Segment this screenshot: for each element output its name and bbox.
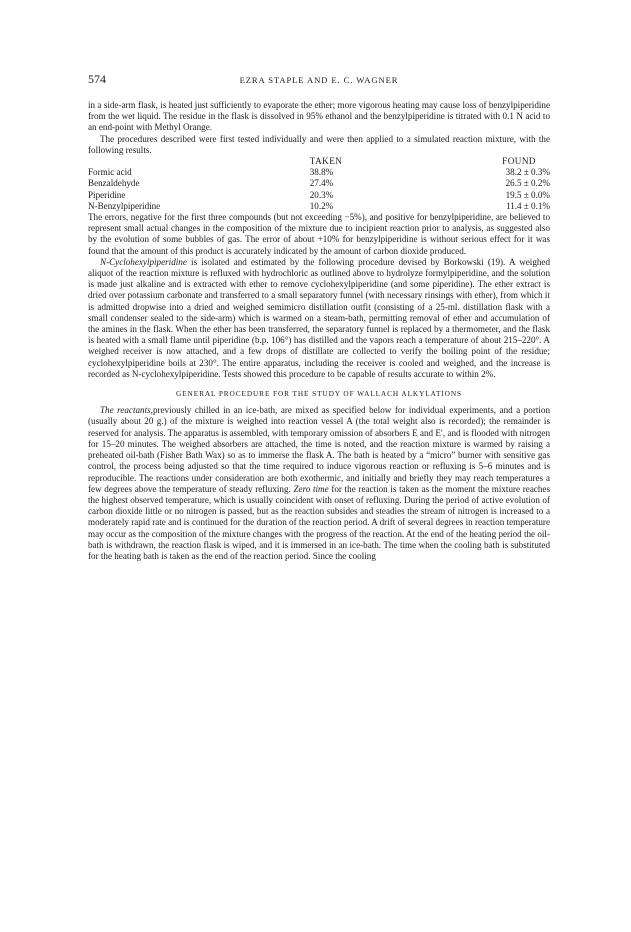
table-row (88, 167, 550, 178)
paragraph-lead-italic: The reactants, (100, 405, 153, 416)
table-row (88, 190, 550, 201)
paragraph-procedures-tested: The procedures described were first tested individually and were then applied to a simulated reaction mixture, with the following results. (88, 133, 550, 155)
results-table (88, 156, 550, 212)
compound-name: Formic acid (88, 167, 132, 178)
paragraph-reactants (88, 405, 550, 562)
compound-name: N-Benzylpiperidine (88, 200, 161, 211)
table-row (88, 178, 550, 189)
found-value: 19.5 ± 0.0% (505, 189, 550, 200)
paragraph-errors: The errors, negative for the first three compounds (but not exceeding −5%), and positive for benzylpiperidine, are believed to represent small actual changes in the composition of the mixture due to incipient reaction prior to analysis, as suggested also by the evolution of some bubbles of gas. The error of about +10% for benzylpiperidine is without serious effect for it was found that the amount of this product is accurately indicated by the amount of carbon dioxide produced. (88, 212, 550, 256)
paragraph-body: previously chilled in an ice-bath, are mixed as specified below for individual experiments, and a portion (usually about 20 g.) of the mixture is weighed into reaction vessel A (the total weight also is recorded); the remainder is reserved for analysis. The apparatus is assembled, with temporary omission of absorbers E and E′, and is flooded with nitrogen for 15–20 minutes. The weighed absorbers are attached, the time is noted, and the reaction mixture is warmed by raising a preheated oil-bath (Fisher Bath Wax) so as to immerse the flask A. The bath is heated by a “micro” burner with sensitive gas control, the process being adjusted so that the time required to induce vigorous reaction or refluxing is 5–6 minutes and is reproducible. The reactions under consideration are both exothermic, and initially and briefly they may reach temperatures a few degrees above the temperature of steady refluxing. (88, 405, 550, 494)
taken-value: 20.3% (309, 189, 334, 200)
found-value: 38.2 ± 0.3% (505, 167, 550, 178)
table-row (88, 201, 550, 212)
taken-value: 10.2% (309, 200, 334, 211)
paragraph-ether-evaporation: in a side-arm flask, is heated just sufficiently to evaporate the ether; more vigorous heating may cause loss of benzylpiperidine from the wet liquid. The residue in the flask is dissolved in 95% ethanol and the benzylpiperidine is titrated with 0.1 N acid to an end-point with Methyl Orange. (88, 100, 550, 133)
paragraph-body: is isolated and estimated by the following procedure devised by Borkowski (19). A weighed aliquot of the reaction mixture is refluxed with hydrochloric as outlined above to hydrolyze formylpiperidine, and the solution is made just alkaline and is extracted with ether to remove cyclohexylpiperidine (and some piperidine). The ether extract is dried over potassium carbonate and transferred to a small separatory funnel (with necessary rinsings with ether), from which it is admitted dropwise into a dried and weighed semimicro distillation outfit (consisting of a 25-ml. distillation flask with a small condenser sealed to the side-arm) which is warmed on a steam-bath, permitting removal of ether and accumulation of the amines in the flask. When the ether has been transferred, the separatory funnel is replaced by a thermometer, and the flask is heated with a small flame until piperidine (b.p. 106°) has distilled and the vapors reach a temperature of about 215–220°. A weighed receiver is now attached, and a few drops of distillate are collected to verify the boiling point of the residue; cyclohexylpiperidine boils at 230°. The entire apparatus, including the receiver is cooled and weighed, and the increase is recorded as N-cyclohexylpiperidine. Tests showed this procedure to be capable of results accurate to within 2%. (88, 256, 550, 379)
zero-time-italic: Zero time (293, 483, 329, 494)
compound-name: Piperidine (88, 189, 126, 200)
header-taken: TAKEN (309, 156, 343, 167)
compound-name: Benzaldehyde (88, 178, 140, 189)
taken-value: 38.8% (309, 167, 334, 178)
paragraph-body-continued: for the reaction is taken as the moment the mixture reaches the highest observed temperature, which is usually coincident with onset of refluxing. During the period of active evolution of carbon dioxide little or no nitrogen is passed, but as the reaction subsides and steadies the stream of nitrogen is increased to a moderately rapid rate and is continued for the duration of the reaction period. A drift of several degrees in reaction temperature may occur as the composition of the mixture changes with the progress of the reaction. At the end of the heating period the oil-bath is withdrawn, the reaction flask is wiped, and it is immersed in an ice-bath. The time when the cooling bath is substituted for the heating bath is taken as the end of the reaction period. Since the cooling (88, 483, 551, 561)
journal-page (88, 74, 550, 562)
paragraph-cyclohexylpiperidine (88, 257, 550, 380)
page-header (88, 74, 550, 94)
found-value: 11.4 ± 0.1% (505, 200, 550, 211)
page-number: 574 (88, 72, 106, 86)
header-compound (88, 156, 310, 167)
running-head: EZRA STAPLE AND E. C. WAGNER (239, 75, 399, 85)
header-found: FOUND (502, 156, 536, 167)
section-heading: GENERAL PROCEDURE FOR THE STUDY OF WALLACH ALKYLATIONS (176, 389, 462, 399)
taken-value: 27.4% (309, 178, 334, 189)
found-value: 26.5 ± 0.2% (505, 178, 550, 189)
results-table-header (88, 156, 550, 167)
paragraph-lead-italic: N-Cyclohexylpiperidine (100, 256, 187, 267)
